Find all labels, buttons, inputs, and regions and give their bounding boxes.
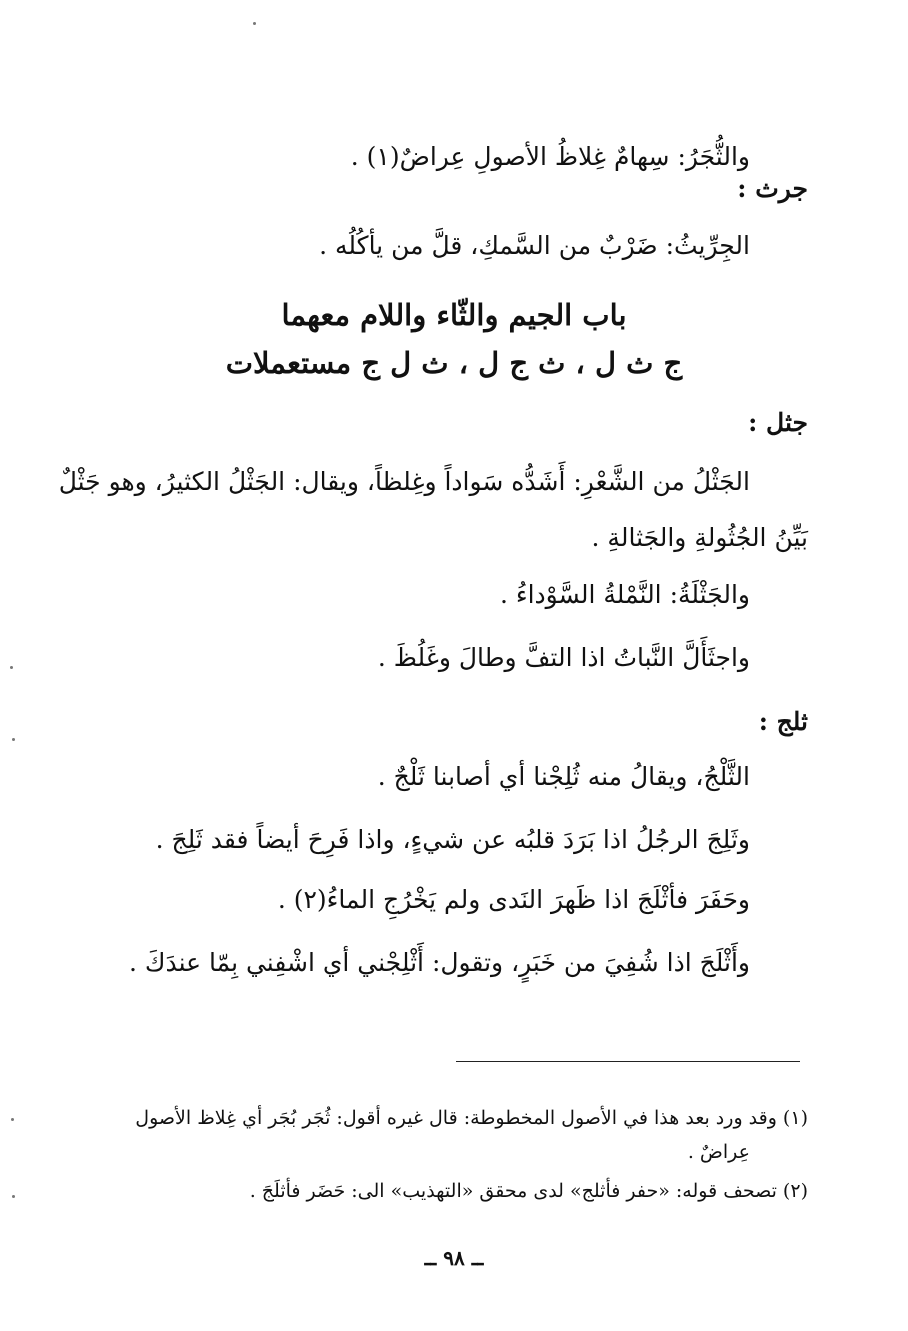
section-heading-thlj: ثلج : [758,707,808,736]
text-line: الجِرِّيثُ: ضَرْبٌ من السَّمكِ، قلَّ من يأكُلُه . [319,231,750,260]
scan-speck [11,1118,14,1121]
text-line: والجَثْلَةُ: النَّمْلةُ السَّوْداءُ . [499,580,750,609]
scan-speck [10,666,13,669]
scan-speck [12,1195,15,1198]
text-line: والثُّجَرُ: سِهامٌ غِلاظُ الأصولِ عِراضٌ(١) . [350,142,750,171]
scan-speck [253,22,256,25]
section-heading-jthl: جثل : [748,408,808,437]
text-line: وثَلِجَ الرجُلُ اذا بَرَدَ قلبُه عن شيءٍ، واذا فَرِحَ أيضاً فقد ثَلِجَ . [155,825,750,854]
chapter-title-line-1: باب الجيم والثّاء واللام معهما [281,298,627,332]
text-line: واجثَأَلَّ النَّباتُ اذا التفَّ وطالَ وغَلُظَ . [377,643,750,672]
text-line: الثَّلْجُ، ويقالُ منه ثُلِجْنا أي أصابنا ثَلْجٌ . [377,762,750,791]
text-line: وحَفَرَ فأثْلَجَ اذا ظَهرَ النَدى ولم يَخْرُجِ الماءُ(٢) . [277,885,750,914]
page-number: ــ ٩٨ ــ [424,1246,484,1270]
footnote-1-line-1: (١) وقد ورد بعد هذا في الأصول المخطوطة: قال غيره أقول: ثُجَر بُجَر أي غِلاظ الأصول [135,1107,808,1129]
section-heading-jrth: جرث : [737,174,808,203]
chapter-title-line-2: ج ث ل ، ث ج ل ، ث ل ج مستعملات [225,346,683,380]
scan-speck [12,738,15,741]
text-line: بَيِّنُ الجُثُولةِ والجَثالةِ . [591,523,808,552]
footnote-2-line-1: (٢) تصحف قوله: «حفر فأثلج» لدى محقق «التهذيب» الى: حَضَر فأثلَجَ . [249,1180,808,1202]
text-line: وأَثْلَجَ اذا شُفِيَ من خَبَرٍ، وتقول: أَثْلِجْني أي اشْفِني بِمّا عندَكَ . [128,948,750,977]
text-line: الجَثْلُ من الشَّعْرِ: أَشَدُّه سَواداً وغِلظاً، ويقال: الجَثْلُ الكثيرُ، وهو جَثْلٌ [58,467,750,496]
footnote-1-line-2: عِراضٌ . [687,1141,750,1163]
footnote-separator [456,1061,800,1062]
